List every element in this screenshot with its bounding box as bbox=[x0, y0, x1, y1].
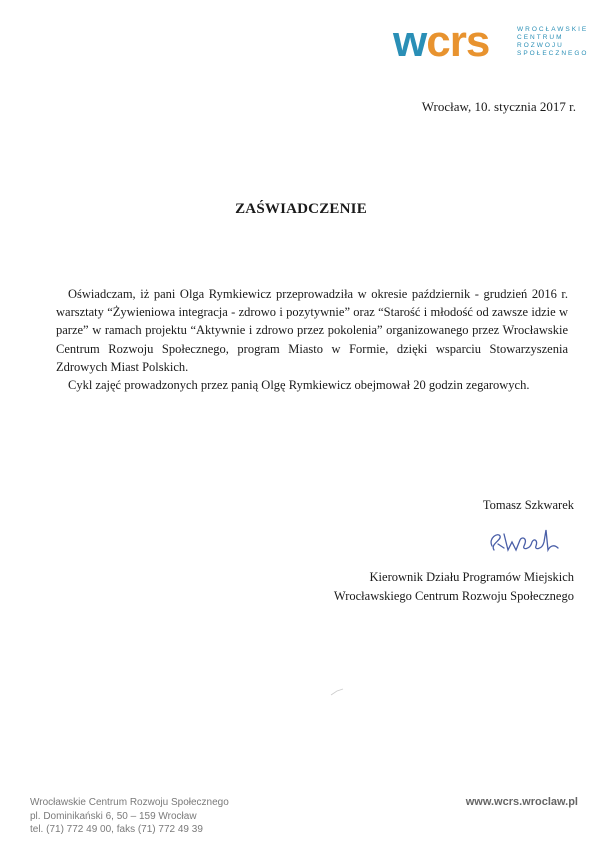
logo-line: WROCŁAWSKIE bbox=[517, 26, 589, 33]
body-paragraph: Oświadczam, iż pani Olga Rymkiewicz przeprowadziła w okresie październik - grudzień 2016 r. warsztaty “Żywieniowa integracja - zdrowo i pozytywnie” oraz “Starość i młodość od zawsze idzie w parze” w ramach projektu “Aktywnie i zdrowo przez pokolenia” organizowanego przez Wrocławskie Centrum Rozwoju Społecznego, program Miasto w Formie, dzięki wsparciu Stowarzyszenia Zdrowych Miast Polskich. bbox=[56, 287, 568, 374]
logo-line: CENTRUM bbox=[517, 34, 564, 41]
signer-role-line: Wrocławskiego Centrum Rozwoju Społecznego bbox=[333, 588, 574, 603]
signer-role bbox=[334, 568, 574, 605]
document-body bbox=[56, 285, 568, 394]
footer-address: pl. Dominikański 6, 50 – 159 Wrocław bbox=[30, 810, 197, 822]
footer-org-name: Wrocławskie Centrum Rozwoju Społecznego bbox=[30, 797, 229, 808]
document-date: Wrocław, 10. stycznia 2017 r. bbox=[421, 99, 576, 114]
signer-role-line: Kierownik Działu Programów Miejskich bbox=[369, 570, 574, 584]
footer-contact bbox=[30, 796, 229, 837]
logo-mark bbox=[393, 17, 490, 66]
logo-letter-w: w bbox=[393, 17, 427, 66]
signer-name: Tomasz Szkwarek bbox=[482, 498, 574, 512]
logo-text bbox=[517, 26, 588, 58]
footer-website: www.wcrs.wroclaw.pl bbox=[465, 796, 578, 808]
footer-phone: tel. (71) 772 49 00, faks (71) 772 49 39 bbox=[30, 824, 203, 835]
logo-line: ROZWOJU bbox=[517, 42, 564, 49]
document-title: ZAŚWIADCZENIE bbox=[235, 201, 367, 217]
scan-mark bbox=[330, 688, 344, 696]
wcrs-logo bbox=[393, 17, 589, 66]
logo-line: SPOŁECZNEGO bbox=[517, 50, 589, 57]
handwritten-signature bbox=[484, 524, 564, 554]
logo-letters-crs: crs bbox=[426, 17, 490, 66]
body-paragraph: Cykl zajęć prowadzonych przez panią Olgę Rymkiewicz obejmował 20 godzin zegarowych. bbox=[68, 378, 530, 393]
